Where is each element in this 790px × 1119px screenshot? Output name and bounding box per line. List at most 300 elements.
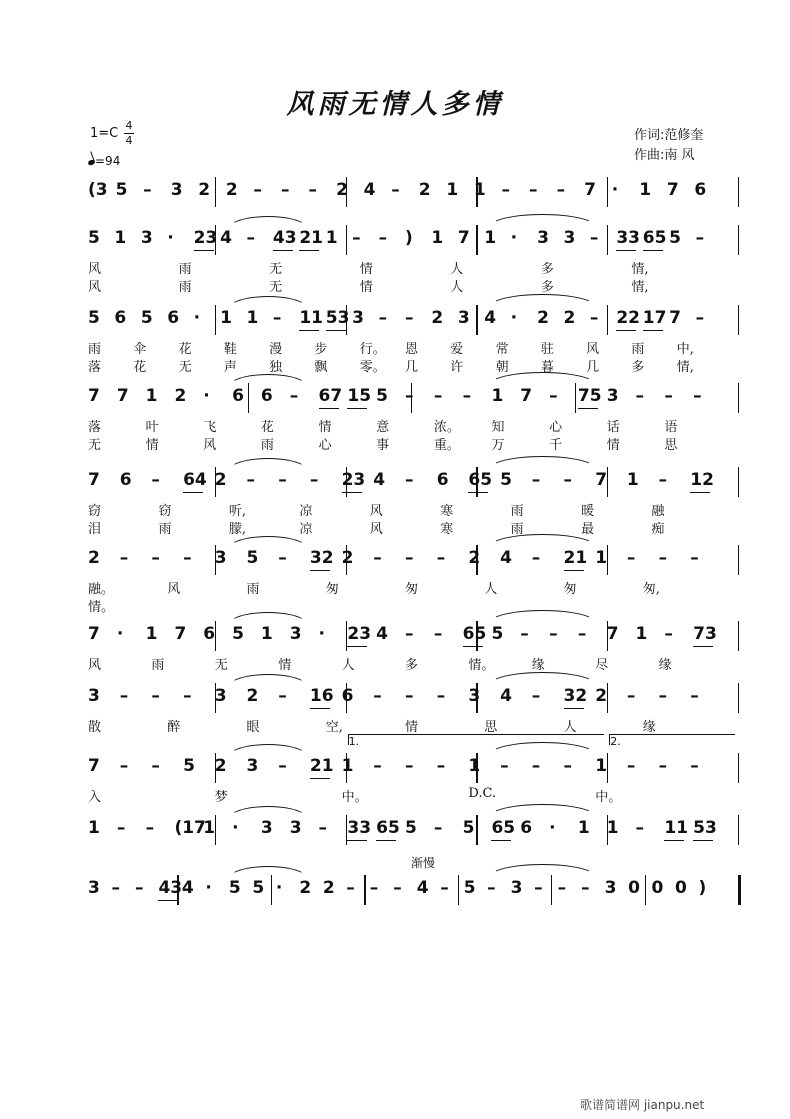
lyric-verse-2: 许 [450, 360, 464, 375]
lyric-verse-2: 情。 [88, 600, 115, 615]
note: 7 [584, 180, 597, 200]
lyric-verse-1: 风 [586, 342, 600, 357]
barline [738, 305, 739, 335]
note: 0 [651, 878, 664, 898]
barline [738, 383, 739, 413]
note: · [193, 308, 201, 328]
lyric-verse-1: 融 [651, 504, 665, 519]
note: 6 [260, 386, 273, 406]
lyric-verse-1: 中, [676, 342, 694, 357]
note: 2 [299, 878, 312, 898]
note: 2 [336, 180, 348, 200]
lyric-verse-2: 无 [269, 280, 283, 295]
note: 22 [616, 308, 640, 328]
note: 1 [145, 386, 158, 406]
note: 43 [158, 878, 183, 898]
note: – [520, 624, 529, 644]
note: – [433, 624, 443, 644]
lyric-verse-1: 匆 [405, 582, 419, 597]
note: · [116, 624, 124, 644]
note: 6 [341, 686, 354, 706]
note: 1 [468, 756, 481, 776]
note: ) [405, 228, 413, 248]
note: 1 [635, 624, 648, 644]
note: (17 [174, 818, 206, 838]
barline [645, 875, 646, 905]
note: 4 [484, 308, 497, 328]
note: 2 [537, 308, 549, 328]
note: 7 [116, 386, 129, 406]
lyric-verse-2: 心 [318, 438, 332, 453]
note: 1 [246, 308, 259, 328]
note: 11 [299, 308, 323, 328]
eighth-note-beam [326, 330, 346, 331]
time-signature-top: 4 [125, 119, 133, 132]
note: – [151, 756, 160, 776]
lyric-verse-1: 窃 [158, 504, 172, 519]
lyric-verse-2: 雨 [510, 522, 524, 537]
eighth-note-beam [463, 646, 483, 647]
note: – [487, 878, 496, 898]
lyric-verse-1: 融。 [88, 582, 115, 597]
note: – [690, 548, 699, 568]
note: 12 [690, 470, 714, 490]
score-row [0, 624, 790, 694]
lyric-verse-1: 风 [88, 658, 102, 673]
eighth-note-beam [347, 646, 367, 647]
note: 32 [563, 686, 588, 706]
lyric-verse-1: 情。 [468, 658, 495, 673]
note: 2 [174, 386, 187, 406]
lyric-verse-1: 空, [325, 720, 343, 735]
note: – [581, 878, 590, 898]
note: – [308, 180, 318, 200]
lyricist-credit: 作词:范修奎 [634, 128, 704, 143]
note: 65 [491, 818, 516, 838]
lyric-verse-1: 匆, [642, 582, 660, 597]
note: – [393, 878, 402, 898]
lyric-verse-2: 风 [203, 438, 217, 453]
lyric-verse-1: 落 [88, 420, 102, 435]
note: 7 [666, 180, 679, 200]
note: – [352, 228, 361, 248]
lyric-verse-1: 情, [631, 262, 649, 277]
note: 3 [140, 228, 153, 248]
note: 1 [639, 180, 652, 200]
note: 17 [642, 308, 667, 328]
note: 1 [325, 228, 338, 248]
note: – [373, 756, 382, 776]
lyric-verse-1: 情 [278, 658, 292, 673]
note: – [143, 180, 152, 200]
note: 3 [289, 818, 302, 838]
note: – [635, 818, 645, 838]
lyric-verse-2: 风 [369, 522, 383, 537]
note: – [534, 878, 543, 898]
lyric-verse-2: 事 [376, 438, 390, 453]
lyric-verse-1: 人 [563, 720, 577, 735]
note: 2 [198, 180, 211, 200]
barline [607, 225, 608, 255]
lyric-verse-1: 雨 [510, 504, 524, 519]
lyric-verse-1: 风 [88, 262, 102, 277]
note: 33 [616, 228, 640, 248]
note: – [436, 686, 446, 706]
time-signature [124, 120, 134, 147]
note: · [611, 180, 619, 200]
note: 5 [669, 228, 681, 248]
note: 3 [214, 548, 227, 568]
lyric-verse-2: 朦, [228, 522, 247, 537]
note: – [549, 624, 558, 644]
note: 1 [114, 228, 127, 248]
note: – [658, 756, 668, 776]
barline [607, 545, 608, 575]
lyric-verse-1: 知 [491, 420, 505, 435]
barline [738, 621, 739, 651]
note: – [556, 180, 566, 200]
barline [271, 875, 272, 905]
note: – [658, 686, 668, 706]
note: 1 [260, 624, 273, 644]
note: – [405, 308, 414, 328]
song-title: 风雨无情人多情 [286, 89, 504, 120]
note: 2 [225, 180, 238, 200]
note: · [205, 878, 212, 898]
note: – [658, 548, 668, 568]
lyric-verse-2: 思 [664, 438, 678, 453]
eighth-note-beam [664, 840, 684, 841]
eighth-note-beam [310, 570, 330, 571]
volta-bracket-1 [348, 734, 605, 748]
note: 1 [431, 228, 444, 248]
note: 3 [289, 624, 302, 644]
eighth-note-beam [347, 408, 367, 409]
note: – [378, 308, 388, 328]
note: 6 [694, 180, 707, 200]
lyric-verse-1: 常 [495, 342, 509, 357]
lyric-verse-1: 心 [549, 420, 563, 435]
note: – [369, 878, 379, 898]
lyric-verse-1: 暖 [581, 504, 595, 519]
lyric-verse-1: 眼 [246, 720, 260, 735]
score-row [0, 735, 790, 826]
note: 7 [520, 386, 533, 406]
note: · [167, 228, 174, 248]
score-row [0, 470, 790, 540]
note: – [693, 386, 702, 406]
note: 11 [664, 818, 689, 838]
eighth-note-beam [564, 708, 584, 709]
note: 15 [347, 386, 372, 406]
eighth-note-beam [643, 330, 663, 331]
lyric-verse-1: 行。 [359, 342, 386, 357]
note: 7 [606, 624, 619, 644]
lyric-verse-1: 中。 [341, 790, 368, 805]
note: 67 [318, 386, 343, 406]
eighth-note-beam [693, 840, 713, 841]
score-row [0, 308, 790, 378]
note: 16 [309, 686, 334, 706]
lyric-verse-2: 雨 [260, 438, 274, 453]
note: 1 [577, 818, 590, 838]
lyric-verse-1: 爱 [450, 342, 464, 357]
barline [738, 875, 741, 905]
lyric-verse-2: 重。 [433, 438, 460, 453]
note: – [119, 548, 129, 568]
note: 7 [457, 228, 470, 248]
note: 6 [119, 470, 132, 490]
note: 5 [463, 878, 476, 898]
note: – [563, 470, 572, 490]
note: 4 [181, 878, 194, 898]
note: 1 [341, 756, 354, 776]
eighth-note-beam [158, 900, 178, 901]
note: – [531, 686, 541, 706]
tempo-change-marking: 渐慢 [411, 856, 436, 870]
note: 1 [203, 818, 216, 838]
eighth-note-beam [310, 708, 330, 709]
note: 23 [193, 228, 218, 248]
barline [476, 815, 477, 845]
lyric-verse-1: 醉 [167, 720, 181, 735]
note: 7 [88, 756, 100, 776]
note: – [405, 756, 414, 776]
note: – [433, 386, 443, 406]
eighth-note-beam [616, 330, 636, 331]
barline [738, 177, 739, 207]
note: 3 [563, 228, 576, 248]
note: – [695, 308, 705, 328]
lyric-verse-2: 朝 [495, 360, 509, 375]
note: 7 [669, 308, 681, 328]
lyric-verse-1: 入 [88, 790, 102, 805]
note: – [405, 386, 414, 406]
lyric-verse-1: 中。 [595, 790, 622, 805]
note: – [134, 878, 144, 898]
note: – [378, 228, 388, 248]
lyric-verse-2: 声 [223, 360, 237, 375]
note: 4 [416, 878, 429, 898]
barline [738, 545, 739, 575]
note: – [145, 818, 155, 838]
note: – [658, 470, 668, 490]
note: 6 [167, 308, 180, 328]
lyric-verse-1: 无 [214, 658, 228, 673]
lyric-verse-2: 多 [631, 360, 645, 375]
note: 4 [373, 470, 386, 490]
lyric-verse-1: 语 [664, 420, 678, 435]
note: – [436, 756, 446, 776]
note: – [626, 756, 636, 776]
lyric-verse-1: 雨 [88, 342, 102, 357]
note: 2 [246, 686, 259, 706]
lyric-verse-1: 人 [341, 658, 355, 673]
lyric-verse-1: 情 [318, 420, 332, 435]
barline [215, 177, 216, 207]
note: 1 [88, 818, 100, 838]
lyric-verse-1: D.C. [468, 786, 497, 801]
note: · [510, 228, 518, 248]
note: 2 [595, 686, 608, 706]
barline [738, 815, 739, 845]
lyric-verse-1: 情 [359, 262, 373, 277]
composer-credit: 作曲:南 风 [634, 148, 695, 163]
lyric-verse-1: 步 [314, 342, 328, 357]
lyric-verse-1: 人 [484, 582, 498, 597]
note: 2 [88, 548, 100, 568]
lyric-verse-2: 独 [269, 360, 283, 375]
lyric-verse-2: 泪 [88, 522, 102, 537]
eighth-note-beam [273, 250, 293, 251]
note: 3 [260, 818, 273, 838]
note: – [405, 470, 414, 490]
slur-arc [228, 458, 308, 471]
note: 2 [322, 878, 335, 898]
note: 3 [457, 308, 470, 328]
note: – [272, 308, 282, 328]
note: – [589, 308, 599, 328]
note: 5 [140, 308, 153, 328]
note: 65 [376, 818, 400, 838]
lyric-verse-1: 匆 [325, 582, 339, 597]
volta-bracket-2 [609, 734, 735, 748]
note: ) [698, 878, 707, 898]
lyric-verse-1: 情 [405, 720, 419, 735]
lyric-verse-2: 雨 [178, 280, 192, 295]
lyric-verse-1: 缘 [642, 720, 656, 735]
note: 5 [115, 180, 128, 200]
note: – [664, 624, 673, 644]
lyric-verse-2: 凉 [299, 522, 313, 537]
note: 2 [563, 308, 576, 328]
barline [346, 225, 347, 255]
lyric-verse-2: 万 [491, 438, 505, 453]
eighth-note-beam [376, 840, 396, 841]
eighth-note-beam [347, 840, 367, 841]
note: · [318, 624, 325, 644]
note: – [635, 386, 645, 406]
note: 5 [183, 756, 195, 776]
lyric-verse-2: 千 [549, 438, 563, 453]
note: 32 [309, 548, 334, 568]
note: – [577, 624, 587, 644]
lyric-verse-2: 暮 [540, 360, 554, 375]
score-row [0, 386, 790, 456]
lyric-verse-2: 无 [88, 438, 102, 453]
note: 2 [468, 548, 481, 568]
lyric-verse-1: 缘 [658, 658, 672, 673]
lyric-verse-1: 寒 [440, 504, 454, 519]
note: 5 [88, 308, 100, 328]
note: – [373, 548, 382, 568]
slur-arc [489, 456, 596, 469]
note: – [557, 878, 567, 898]
note: 2 [341, 548, 354, 568]
eighth-note-beam [491, 840, 511, 841]
note: 6 [114, 308, 127, 328]
note: – [280, 180, 290, 200]
note: – [501, 180, 510, 200]
volta-label: 2. [610, 735, 621, 748]
note: 1 [145, 624, 158, 644]
note: – [278, 548, 287, 568]
note: 5 [376, 386, 389, 406]
lyric-verse-1: 意 [376, 420, 390, 435]
note: – [531, 756, 541, 776]
note: – [531, 548, 541, 568]
note: – [151, 470, 160, 490]
eighth-note-beam [616, 250, 636, 251]
note: 65 [462, 624, 487, 644]
note: 3 [537, 228, 549, 248]
barline [476, 225, 477, 255]
note: – [405, 686, 414, 706]
barline [738, 683, 739, 713]
note: 5 [246, 548, 259, 568]
note: 2 [214, 756, 227, 776]
note: – [246, 470, 255, 490]
lyric-verse-2: 几 [586, 360, 600, 375]
lyric-verse-1: 窃 [88, 504, 102, 519]
lyric-verse-1: 漫 [269, 342, 283, 357]
note: 3 [88, 686, 100, 706]
note: – [391, 180, 400, 200]
note: 7 [88, 386, 100, 406]
note: – [318, 818, 328, 838]
note: – [373, 686, 382, 706]
note: 4 [500, 548, 512, 568]
note: – [253, 180, 262, 200]
barline [364, 875, 365, 905]
lyric-verse-1: 多 [405, 658, 419, 673]
note: – [346, 878, 355, 898]
lyric-verse-1: 伞 [133, 342, 147, 357]
note: 3 [604, 878, 617, 898]
lyric-verse-1: 思 [484, 720, 498, 735]
lyric-verse-2: 情, [676, 360, 694, 375]
lyric-verse-1: 飞 [203, 420, 217, 435]
note: 3 [246, 756, 259, 776]
note: – [436, 548, 446, 568]
note: – [433, 818, 443, 838]
lyric-verse-1: 叶 [145, 420, 159, 435]
note: 5 [88, 228, 100, 248]
credits [634, 126, 703, 166]
note: – [690, 686, 699, 706]
lyric-verse-1: 驻 [540, 342, 554, 357]
note: – [246, 228, 255, 248]
lyric-verse-1: 无 [269, 262, 283, 277]
note: 53 [693, 818, 717, 838]
note: 5 [228, 878, 241, 898]
note: 1 [484, 228, 497, 248]
note: 3 [170, 180, 183, 200]
barline [476, 305, 477, 335]
barline [607, 753, 608, 783]
note: 5 [491, 624, 504, 644]
note: 6 [203, 624, 216, 644]
tempo-marking [88, 154, 120, 168]
eighth-note-beam [578, 408, 598, 409]
note: 21 [563, 548, 588, 568]
note: 2 [214, 470, 227, 490]
note: 65 [468, 470, 493, 490]
note: 2 [418, 180, 431, 200]
note: 7 [88, 624, 100, 644]
lyric-verse-1: 匆 [563, 582, 577, 597]
lyric-verse-2: 雨 [158, 522, 172, 537]
